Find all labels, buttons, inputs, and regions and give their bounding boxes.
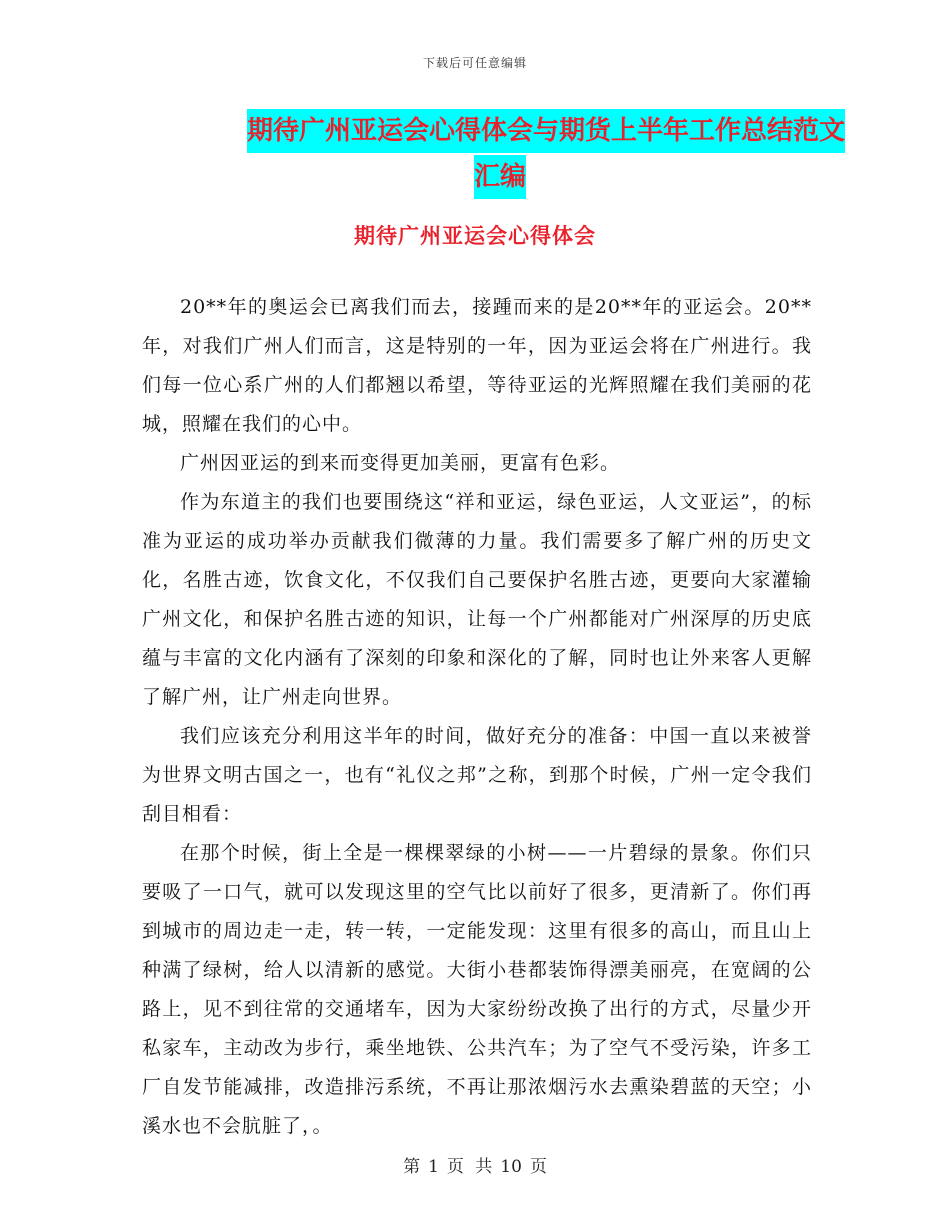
paragraph: 在那个时候，街上全是一棵棵翠绿的小树——一片碧绿的景象。你们只要吸了一口气，就可以发现这里的空气比以前好了很多，更清新了。你们再到城市的周边走一走，转一转，一定能发现：这里有很多的高山，而且山上种满了绿树，给人以清新的感觉。大街小巷都装饰得漂美丽亮，在宽阔的公路上，见不到往常的交通堵车，因为大家纷纷改换了出行的方式，尽量少开私家车，主动改为步行，乘坐地铁、公共汽车；为了空气不受污染，许多工厂自发节能减排，改造排污系统，不再让那浓烟污水去熏染碧蓝的天空；小溪水也不会肮脏了，。: [142, 842, 812, 1137]
document-title: [100, 108, 900, 200]
page-total: 10: [500, 1157, 522, 1177]
document-title-line2: 汇编: [474, 155, 526, 199]
header-note: 下载后可任意编辑: [422, 56, 527, 70]
page-prefix: 第: [403, 1157, 421, 1177]
paragraph: 我们应该充分利用这半年的时间，做好充分的准备：中国一直以来被誉为世界文明古国之一，也有“礼仪之邦”之称，到那个时候，广州一定令我们刮目相看：: [142, 725, 812, 825]
paragraph: 20**年的奥运会已离我们而去，接踵而来的是20**年的亚运会。20**年，对我们广州人们而言，这是特别的一年，因为亚运会将在广州进行。我们每一位心系广州的人们都翘以希望，等待亚运的光辉照耀在我们美丽的花城，照耀在我们的心中。: [142, 296, 812, 435]
section-title: 期待广州亚运会心得体会: [354, 224, 596, 248]
document-title-line1: 期待广州亚运会心得体会与期货上半年工作总结范文: [247, 109, 845, 153]
page-footer: [0, 1152, 950, 1177]
document-body: [142, 288, 812, 1146]
page-suffix: 页: [529, 1157, 547, 1177]
page-middle: 页 共: [446, 1157, 493, 1177]
paragraph: 广州因亚运的到来而变得更加美丽，更富有色彩。: [180, 452, 621, 474]
page-current: 1: [428, 1157, 439, 1177]
paragraph: 作为东道主的我们也要围绕这“祥和亚运，绿色亚运，人文亚运”，的标准为亚运的成功举办贡献我们微薄的力量。我们需要多了解广州的历史文化，名胜古迹，饮食文化，不仅我们自己要保护名胜古迹，更要向大家灌输广州文化，和保护名胜古迹的知识，让每一个广州都能对广州深厚的历史底蕴与丰富的文化内涵有了深刻的印象和深化的了解，同时也让外来客人更解了解广州，让广州走向世界。: [142, 491, 812, 708]
